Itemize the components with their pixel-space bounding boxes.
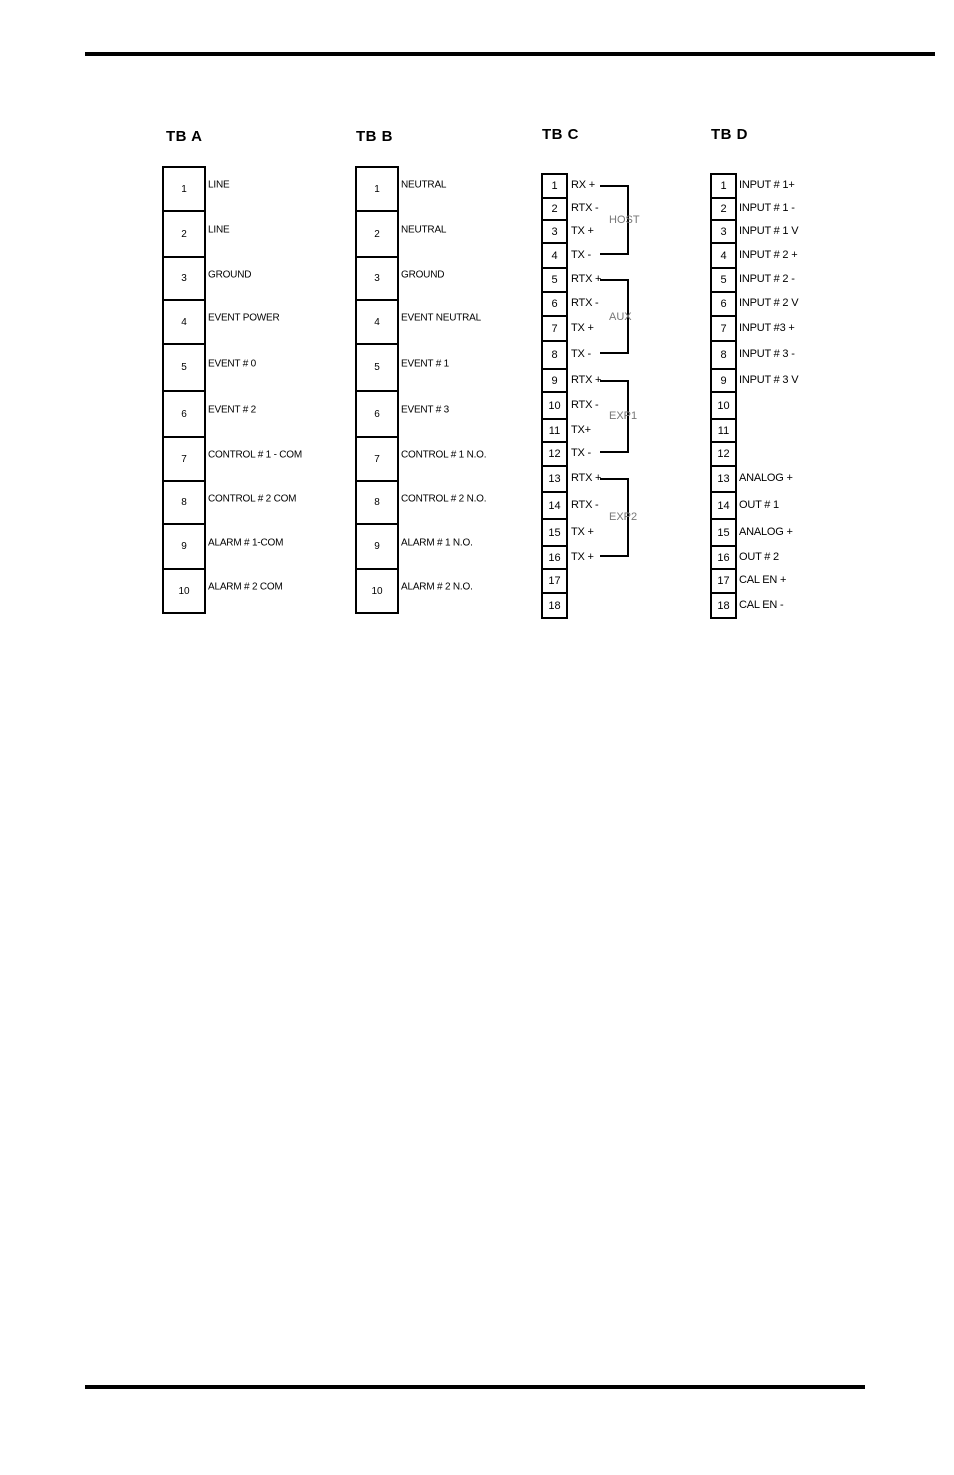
tb-c-terminal-11: 11: [541, 418, 568, 443]
tb-c-terminal-8: 8: [541, 340, 568, 370]
tb-c-title: TB C: [542, 126, 579, 143]
tb-b-terminal-9: 9: [355, 523, 399, 570]
tb-a-terminal-2: 2: [162, 210, 206, 258]
tb-d-terminal-10: 10: [710, 391, 737, 420]
tb-c-terminal-7: 7: [541, 315, 568, 342]
tb-d-terminal-12: 12: [710, 441, 737, 467]
tb-d-terminal-5-label: INPUT # 2 -: [739, 273, 795, 285]
tb-d-terminal-18: 18: [710, 592, 737, 619]
tb-c-terminal-12: 12: [541, 441, 568, 467]
tb-c-terminal-6: 6: [541, 291, 568, 317]
tb-c-terminal-3-label: TX +: [571, 224, 594, 237]
tb-c-terminal-15-label: TX +: [571, 525, 594, 538]
tb-a-terminal-3-label: GROUND: [208, 269, 252, 280]
tb-b-terminal-10-label: ALARM # 2 N.O.: [401, 581, 473, 593]
tb-b-terminal-1: 1: [355, 166, 399, 212]
tb-b-terminal-5: 5: [355, 343, 399, 392]
tb-d-terminal-11: 11: [710, 418, 737, 443]
tb-c-terminal-9-label: RTX +: [571, 373, 602, 386]
tb-d-terminal-15-label: ANALOG +: [739, 525, 793, 538]
tb-c-terminal-1-label: RX +: [571, 179, 595, 191]
tb-b-terminal-6: 6: [355, 390, 399, 438]
tb-d-terminal-7-label: INPUT #3 +: [739, 321, 795, 334]
tb-c-terminal-6-label: RTX -: [571, 297, 599, 309]
tb-c-terminal-8-label: TX -: [571, 348, 591, 360]
tb-d-terminal-16: 16: [710, 545, 737, 570]
tb-d-terminal-14-label: OUT # 1: [739, 498, 779, 511]
tb-c-terminal-12-label: TX -: [571, 447, 591, 459]
tb-a-terminal-2-label: LINE: [208, 224, 230, 236]
tb-a-terminal-4: 4: [162, 299, 206, 345]
tb-c-group-label-exp2: EXP2: [609, 511, 638, 524]
tb-a-terminal-5: 5: [162, 343, 206, 392]
tb-b-terminal-1-label: NEUTRAL: [401, 179, 447, 191]
tb-c-group-label-aux: AUX: [609, 310, 632, 323]
tb-c-terminal-2: 2: [541, 197, 568, 221]
tb-d-terminal-13: 13: [710, 465, 737, 493]
tb-d-terminal-15: 15: [710, 518, 737, 547]
top-rule: [85, 52, 935, 56]
tb-b-terminal-8: 8: [355, 480, 399, 525]
tb-c-terminal-16-label: TX +: [571, 550, 594, 563]
tb-b-terminal-3-label: GROUND: [401, 269, 445, 280]
tb-d-terminal-8-label: INPUT # 3 -: [739, 348, 795, 360]
tb-c-terminal-5: 5: [541, 267, 568, 293]
tb-c-terminal-14: 14: [541, 491, 568, 520]
tb-b-terminal-2: 2: [355, 210, 399, 258]
tb-a-terminal-4-label: EVENT POWER: [208, 312, 280, 324]
tb-a-terminal-6-label: EVENT # 2: [208, 404, 257, 416]
tb-d-terminal-5: 5: [710, 267, 737, 293]
tb-d-terminal-7: 7: [710, 315, 737, 342]
tb-c-terminal-18: 18: [541, 592, 568, 619]
tb-b-terminal-6-label: EVENT # 3: [401, 404, 450, 416]
tb-c-group-label-host: HOST: [609, 213, 640, 226]
tb-d-terminal-18-label: CAL EN -: [739, 598, 784, 611]
tb-d-terminal-4: 4: [710, 242, 737, 269]
tb-c-terminal-10-label: RTX -: [571, 398, 599, 411]
tb-c-terminal-13-label: RTX +: [571, 472, 602, 484]
tb-a-terminal-10-label: ALARM # 2 COM: [208, 581, 283, 593]
tb-a-terminal-7: 7: [162, 436, 206, 482]
tb-b-terminal-10: 10: [355, 568, 399, 614]
tb-c-terminal-16: 16: [541, 545, 568, 570]
tb-c-terminal-10: 10: [541, 391, 568, 420]
tb-d-terminal-17-label: CAL EN +: [739, 574, 787, 586]
tb-d-terminal-1: 1: [710, 173, 737, 199]
tb-c-terminal-4: 4: [541, 242, 568, 269]
tb-c-group-label-exp1: EXP1: [609, 410, 638, 423]
tb-d-terminal-16-label: OUT # 2: [739, 550, 779, 563]
tb-a-terminal-8-label: CONTROL # 2 COM: [208, 493, 297, 504]
tb-d-terminal-1-label: INPUT # 1+: [739, 179, 795, 191]
tb-b-terminal-8-label: CONTROL # 2 N.O.: [401, 493, 487, 504]
tb-b-terminal-4: 4: [355, 299, 399, 345]
tb-c-terminal-7-label: TX +: [571, 321, 594, 334]
tb-c-terminal-4-label: TX -: [571, 248, 591, 261]
tb-c-terminal-11-label: TX+: [571, 423, 591, 436]
tb-d-title: TB D: [711, 126, 748, 143]
tb-d-terminal-3: 3: [710, 219, 737, 244]
tb-c-terminal-9: 9: [541, 368, 568, 393]
tb-d-terminal-9-label: INPUT # 3 V: [739, 373, 799, 386]
tb-a-terminal-1: 1: [162, 166, 206, 212]
tb-b-title: TB B: [356, 128, 393, 145]
tb-a-terminal-6: 6: [162, 390, 206, 438]
tb-a-title: TB A: [166, 128, 203, 145]
tb-d-terminal-14: 14: [710, 491, 737, 520]
tb-b-terminal-3: 3: [355, 256, 399, 301]
tb-d-terminal-3-label: INPUT # 1 V: [739, 224, 799, 237]
tb-c-terminal-5-label: RTX +: [571, 273, 602, 285]
tb-b-terminal-4-label: EVENT NEUTRAL: [401, 312, 482, 324]
tb-d-terminal-17: 17: [710, 568, 737, 594]
tb-a-terminal-7-label: CONTROL # 1 - COM: [208, 449, 303, 461]
tb-d-terminal-13-label: ANALOG +: [739, 472, 793, 484]
tb-a-terminal-9: 9: [162, 523, 206, 570]
tb-b-terminal-5-label: EVENT # 1: [401, 358, 450, 369]
tb-d-terminal-2: 2: [710, 197, 737, 221]
tb-c-terminal-3: 3: [541, 219, 568, 244]
tb-c-terminal-15: 15: [541, 518, 568, 547]
tb-a-terminal-8: 8: [162, 480, 206, 525]
tb-a-terminal-1-label: LINE: [208, 179, 230, 191]
tb-d-terminal-6-label: INPUT # 2 V: [739, 297, 799, 309]
tb-c-terminal-13: 13: [541, 465, 568, 493]
tb-b-terminal-2-label: NEUTRAL: [401, 224, 447, 236]
tb-b-terminal-7: 7: [355, 436, 399, 482]
tb-d-terminal-4-label: INPUT # 2 +: [739, 248, 798, 261]
tb-a-terminal-5-label: EVENT # 0: [208, 358, 257, 369]
tb-d-terminal-8: 8: [710, 340, 737, 370]
tb-c-terminal-14-label: RTX -: [571, 498, 599, 511]
tb-d-terminal-2-label: INPUT # 1 -: [739, 202, 795, 214]
tb-d-terminal-9: 9: [710, 368, 737, 393]
tb-c-terminal-17: 17: [541, 568, 568, 594]
tb-c-terminal-2-label: RTX -: [571, 202, 599, 214]
tb-b-terminal-7-label: CONTROL # 1 N.O.: [401, 449, 487, 461]
tb-b-terminal-9-label: ALARM # 1 N.O.: [401, 537, 473, 548]
tb-a-terminal-9-label: ALARM # 1-COM: [208, 537, 284, 548]
tb-c-terminal-1: 1: [541, 173, 568, 199]
bottom-rule: [85, 1385, 865, 1389]
tb-d-terminal-6: 6: [710, 291, 737, 317]
tb-a-terminal-10: 10: [162, 568, 206, 614]
tb-a-terminal-3: 3: [162, 256, 206, 301]
